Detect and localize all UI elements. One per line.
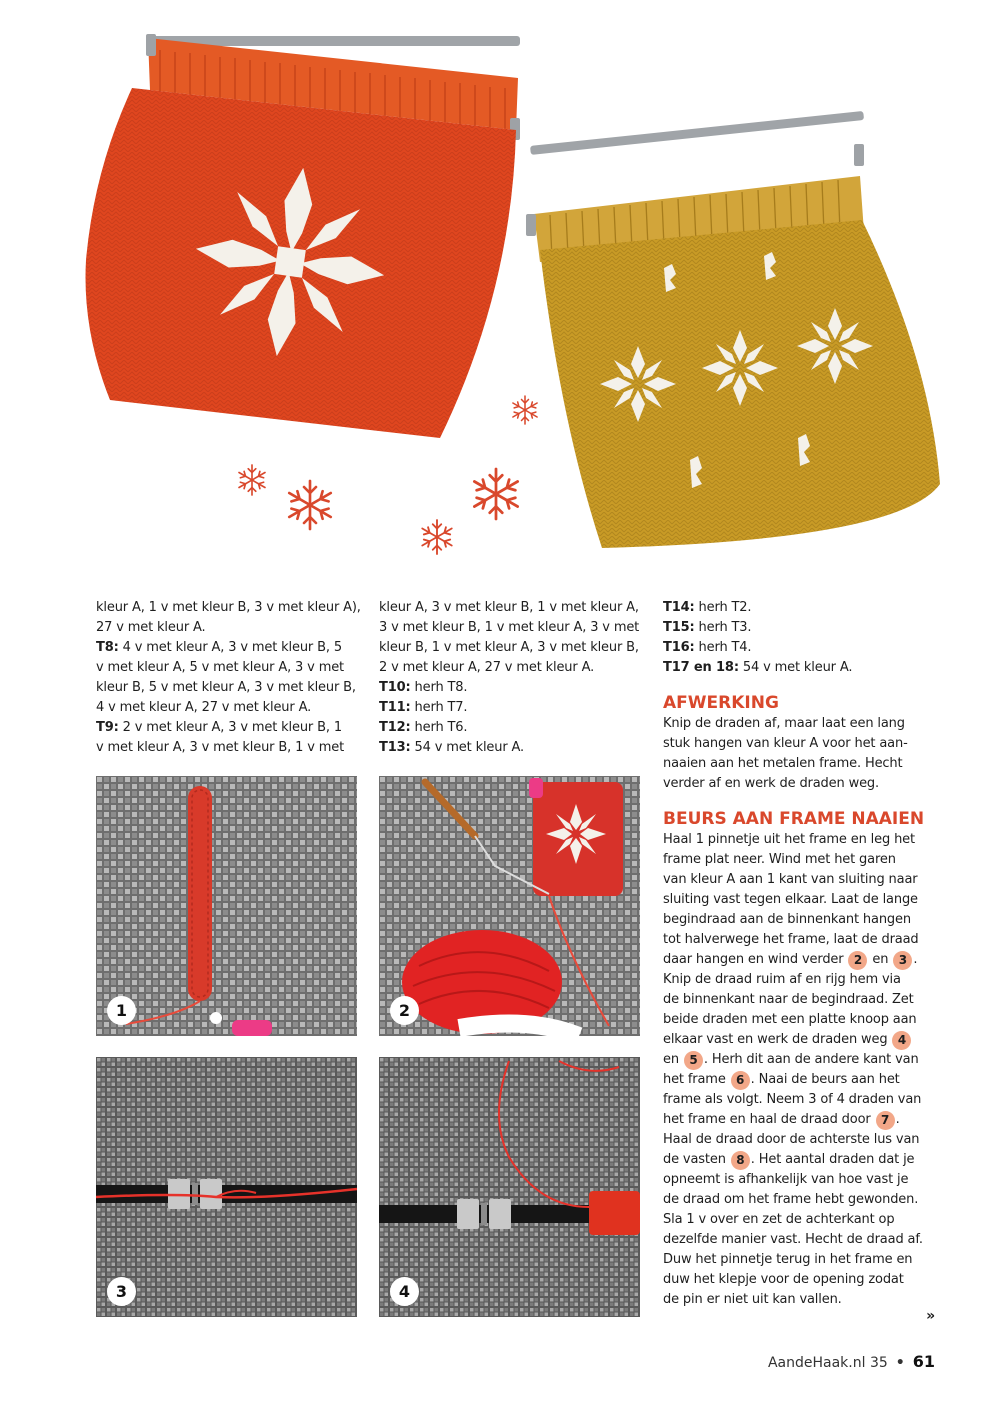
step-number: 3 (107, 1277, 136, 1306)
text-span: . Herh dit aan de andere kant van (703, 1052, 919, 1067)
text-line: Knip de draad ruim af en rijg hem via (663, 972, 901, 987)
instruction-t11 (379, 698, 641, 718)
row-text: herh T3. (694, 620, 752, 635)
instruction-t15 (663, 618, 935, 638)
instruction-t9 (96, 718, 368, 738)
step-ref-badge: 3 (893, 951, 912, 970)
text-line: frame plat neer. Wind met het garen (663, 852, 896, 867)
text-line: kleur A, 1 v met kleur B, 3 v met kleur A), (96, 600, 361, 615)
text-column-2 (379, 598, 641, 758)
page-footer (768, 1352, 935, 1371)
row-label: T16: (663, 640, 695, 655)
row-text: 54 v met kleur A. (410, 740, 525, 755)
row-label: T13: (379, 740, 411, 755)
text-line (663, 1070, 935, 1090)
row-label: T8: (96, 640, 119, 655)
text-span: en (663, 1052, 683, 1067)
text-line: dezelfde manier vast. Hecht de draad af. (663, 1232, 923, 1247)
text-line: 3 v met kleur B, 1 v met kleur A, 3 v met (379, 620, 640, 635)
text-line: 4 v met kleur A, 27 v met kleur A. (96, 700, 312, 715)
hero-photo-illustration (0, 0, 997, 590)
text-line (663, 1030, 935, 1050)
step-photo-3-illustration (96, 1057, 357, 1317)
text-span: . (913, 952, 918, 967)
step-ref-badge: 6 (731, 1071, 750, 1090)
row-label: T12: (379, 720, 411, 735)
text-line: opneemt is afhankelijk van hoe vast je (663, 1172, 909, 1187)
text-line: frame als volgt. Neem 3 of 4 draden van (663, 1092, 922, 1107)
instruction-t14 (663, 598, 935, 618)
row-text: 4 v met kleur A, 3 v met kleur B, 5 (118, 640, 342, 655)
text-line: stuk hangen van kleur A voor het aan- (663, 736, 908, 751)
continue-arrow: » (926, 1308, 935, 1324)
text-line: v met kleur A, 5 v met kleur A, 3 v met (96, 660, 344, 675)
text-line: v met kleur A, 3 v met kleur B, 1 v met (96, 740, 345, 755)
step-ref-badge: 5 (684, 1051, 703, 1070)
row-text: herh T2. (694, 600, 752, 615)
row-text: herh T7. (410, 700, 468, 715)
text-column-1 (96, 598, 368, 758)
step-number: 2 (390, 996, 419, 1025)
instruction-t13 (379, 738, 641, 758)
step-ref-badge: 7 (876, 1111, 895, 1130)
text-line: de pin er niet uit kan vallen. (663, 1292, 842, 1307)
text-line (663, 950, 935, 970)
text-line (663, 1110, 935, 1130)
hero-photo (0, 0, 997, 590)
text-line: 2 v met kleur A, 27 v met kleur A. (379, 660, 595, 675)
text-line (663, 1150, 935, 1170)
row-label: T17 en 18: (663, 660, 739, 675)
magazine-issue: AandeHaak.nl 35 (767, 1355, 888, 1371)
text-span: . (895, 1112, 900, 1127)
text-span: het frame en haal de draad door (663, 1112, 875, 1127)
step-photo-2 (379, 776, 640, 1036)
heading-beurs-aan-frame: BEURS AAN FRAME NAAIEN (663, 809, 925, 829)
instruction-t16 (663, 638, 935, 658)
instruction-t12 (379, 718, 641, 738)
text-line: de binnenkant naar de begindraad. Zet (663, 992, 914, 1007)
text-span: het frame (663, 1072, 730, 1087)
instruction-t8 (96, 638, 368, 658)
row-label: T15: (663, 620, 695, 635)
row-label: T14: (663, 600, 695, 615)
step-photo-1-illustration (96, 776, 357, 1036)
text-line: duw het klepje voor de opening zodat (663, 1272, 904, 1287)
row-text: herh T6. (410, 720, 468, 735)
text-span: . Het aantal draden dat je (750, 1152, 915, 1167)
text-line: de draad om het frame hebt gewonden. (663, 1192, 919, 1207)
row-label: T9: (96, 720, 119, 735)
step-number: 1 (107, 996, 136, 1025)
step-ref-badge: 8 (731, 1151, 750, 1170)
text-span: de vasten (663, 1152, 730, 1167)
instruction-t10 (379, 678, 641, 698)
text-span: en (868, 952, 893, 967)
text-line: kleur A, 3 v met kleur B, 1 v met kleur A, (379, 600, 639, 615)
text-column-3 (663, 598, 935, 1326)
row-text: 2 v met kleur A, 3 v met kleur B, 1 (118, 720, 342, 735)
step-photo-4-illustration (379, 1057, 640, 1317)
row-label: T11: (379, 700, 411, 715)
text-line: Sla 1 v over en zet de achterkant op (663, 1212, 895, 1227)
text-line: sluiting vast tegen elkaar. Laat de lange (663, 892, 918, 907)
row-text: herh T4. (694, 640, 752, 655)
text-line: Haal 1 pinnetje uit het frame en leg het (663, 832, 915, 847)
step-photo-2-illustration (379, 776, 640, 1036)
text-line: Haal de draad door de achterste lus van (663, 1132, 920, 1147)
step-photo-4 (379, 1057, 640, 1317)
text-line: kleur B, 5 v met kleur A, 3 v met kleur B, (96, 680, 356, 695)
row-label: T10: (379, 680, 411, 695)
row-text: herh T8. (410, 680, 468, 695)
text-line: Duw het pinnetje terug in het frame en (663, 1252, 913, 1267)
step-photo-1 (96, 776, 357, 1036)
text-line: tot halverwege het frame, laat de draad (663, 932, 919, 947)
heading-afwerking: AFWERKING (663, 693, 779, 713)
text-line: begindraad aan de binnenkant hangen (663, 912, 911, 927)
step-number: 4 (390, 1277, 419, 1306)
text-span: . Naai de beurs aan het (750, 1072, 900, 1087)
separator: • (895, 1355, 905, 1371)
text-line: 27 v met kleur A. (96, 620, 206, 635)
text-span: elkaar vast en werk de draden weg (663, 1032, 892, 1047)
text-line: naaien aan het metalen frame. Hecht (663, 756, 903, 771)
text-line: van kleur A aan 1 kant van sluiting naar (663, 872, 918, 887)
text-line: kleur B, 1 v met kleur A, 3 v met kleur B, (379, 640, 639, 655)
step-ref-badge: 2 (848, 951, 867, 970)
text-line: beide draden met een platte knoop aan (663, 1012, 917, 1027)
row-text: 54 v met kleur A. (738, 660, 853, 675)
text-span: daar hangen en wind verder (663, 952, 848, 967)
instruction-t17-18 (663, 658, 935, 678)
page-number: 61 (912, 1352, 935, 1371)
red-pouch (86, 34, 521, 438)
text-line: Knip de draden af, maar laat een lang (663, 716, 905, 731)
text-line (663, 1050, 935, 1070)
step-photo-3 (96, 1057, 357, 1317)
text-line: verder af en werk de draden weg. (663, 776, 879, 791)
step-ref-badge: 4 (892, 1031, 911, 1050)
